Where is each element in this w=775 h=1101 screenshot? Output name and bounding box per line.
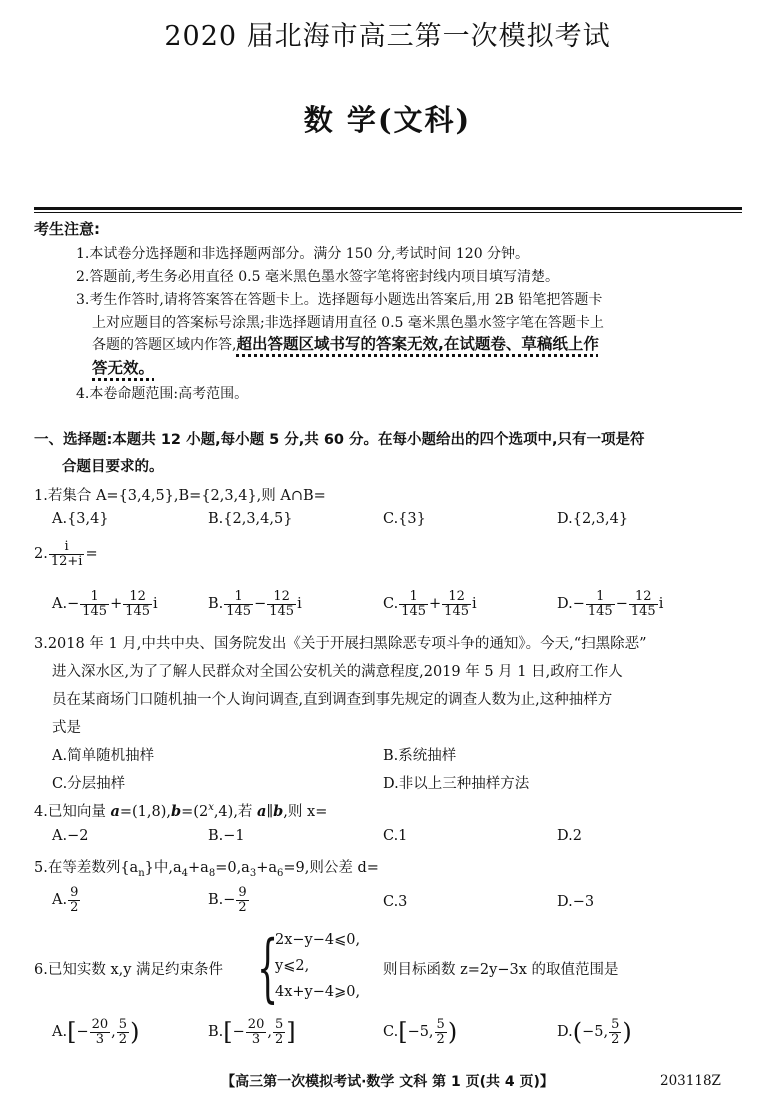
text: −5, (407, 1024, 434, 1041)
frac (224, 590, 253, 618)
bracket: ( (572, 1018, 583, 1047)
text: 4.已知向量 (34, 804, 111, 820)
q4-option-a: A.−2 (52, 828, 89, 844)
frac (117, 1018, 129, 1046)
q6-constraint-2: y⩽2, (275, 958, 310, 974)
vector-a: a (110, 803, 120, 820)
frac (80, 590, 109, 618)
subscript: n (138, 867, 145, 879)
den: 2 (274, 1031, 284, 1047)
q6-stem-tail: 则目标函数 z=2y−3x 的取值范围是 (383, 962, 619, 978)
den: 2 (70, 899, 79, 915)
opt-label: B.− (208, 892, 236, 909)
den: 3 (95, 1031, 105, 1047)
text: =(2 (181, 804, 209, 820)
q2-option-d (557, 590, 663, 618)
num: 20 (91, 1017, 109, 1032)
den: 145 (269, 603, 295, 619)
q1-option-b: B.{2,3,4,5} (208, 511, 293, 527)
exam-title: 2020 届北海市高三第一次模拟考试 (164, 21, 611, 52)
exponent: x (208, 802, 214, 814)
den: 145 (630, 603, 656, 619)
frac (68, 886, 80, 914)
comma: , (267, 1024, 272, 1041)
num: 5 (118, 1017, 128, 1032)
q3-option-b: B.系统抽样 (383, 748, 457, 764)
minus: − (76, 1024, 89, 1041)
q5-option-c: C.3 (383, 894, 408, 910)
q4-option-d: D.2 (557, 828, 582, 844)
q6-option-b (208, 1018, 296, 1046)
text: =0,a (215, 860, 250, 876)
text: 5.在等差数列{a (34, 860, 139, 876)
den: 2 (118, 1031, 128, 1047)
den: 2 (611, 1031, 620, 1047)
den: 145 (226, 603, 252, 619)
num: 9 (70, 885, 79, 900)
opt-label: A. (52, 1024, 68, 1041)
num: 12 (267, 590, 296, 605)
q3-stem-line-3: 员在某商场门口随机抽一个人询问调查,直到调查到事先规定的调查人数为止,这种抽样方 (52, 692, 613, 708)
num: 1 (224, 590, 253, 605)
notice-emphasis: 超出答题区域书写的答案无效,在试题卷、草稿纸上作 (236, 335, 599, 353)
q3-option-c: C.分层抽样 (52, 776, 126, 792)
notice-heading: 考生注意: (34, 220, 100, 238)
frac (90, 1018, 111, 1046)
q2-stem (34, 540, 98, 568)
num: 9 (238, 885, 247, 900)
paper-code: 203118Z (660, 1073, 721, 1089)
text: ,则 x= (283, 804, 328, 820)
num: 1 (399, 590, 428, 605)
opt-label: B. (208, 1024, 224, 1041)
q2-option-b (208, 590, 302, 618)
notice-line-6 (92, 356, 154, 378)
q2-denominator: 12+i (50, 553, 83, 569)
q6-option-c (383, 1018, 457, 1046)
notice-line-4: 上对应题目的答案标号涂黑;非选择题请用直径 0.5 毫米黑色墨水签字笔在答题卡上 (92, 315, 604, 331)
frac (273, 1018, 285, 1046)
q5-option-a (52, 886, 81, 914)
imag-unit: i (658, 596, 664, 613)
opt-label: D.− (557, 596, 585, 613)
den: 3 (251, 1031, 261, 1047)
opt-label: C. (383, 596, 399, 613)
subscript: 3 (249, 867, 257, 879)
q2-fraction (49, 540, 85, 568)
text: ,4),若 (213, 804, 258, 820)
bracket: [ (223, 1018, 233, 1047)
notice-line-5-plain: 各题的答题区域内作答, (92, 337, 237, 353)
q3-stem-line-4: 式是 (52, 720, 81, 736)
bracket: ) (622, 1018, 632, 1047)
imag-unit: i (472, 596, 477, 613)
num: 1 (80, 590, 109, 605)
op: + (110, 596, 123, 613)
frac (123, 590, 152, 618)
den: 145 (82, 603, 108, 619)
comma: , (111, 1024, 116, 1041)
frac (399, 590, 428, 618)
notice-emphasis-end: 答无效。 (92, 359, 155, 377)
op: − (254, 596, 267, 613)
opt-label: A.− (52, 596, 80, 613)
num: 5 (436, 1017, 445, 1032)
num: 5 (611, 1017, 620, 1032)
bracket: ] (286, 1018, 296, 1047)
subscript: 4 (181, 867, 189, 879)
frac (629, 590, 658, 618)
frac (586, 590, 615, 618)
frac (236, 886, 248, 914)
bracket: ) (447, 1018, 458, 1047)
q1-stem: 1.若集合 A={3,4,5},B={2,3,4},则 A∩B= (34, 488, 326, 504)
header-rule-thin (34, 212, 742, 213)
den: 145 (444, 603, 469, 619)
q3-stem-line-2: 进入深水区,为了了解人民群众对全国公安机关的满意程度,2019 年 5 月 1 日,政府工作人 (52, 664, 623, 680)
vector-a: a (257, 803, 267, 820)
vector-b: b (273, 803, 284, 820)
notice-line-7: 4.本卷命题范围:高考范围。 (76, 386, 249, 402)
num: 12 (442, 590, 471, 605)
section1-heading: 一、选择题:本题共 12 小题,每小题 5 分,共 60 分。在每小题给出的四个选项中,只有一项是符 (34, 432, 645, 448)
den: 145 (125, 603, 151, 619)
minus: − (232, 1024, 245, 1041)
q2-number: 2. (34, 546, 48, 563)
frac (435, 1018, 447, 1046)
opt-label: C. (383, 1024, 399, 1041)
q3-option-d: D.非以上三种抽样方法 (383, 776, 530, 792)
op: − (615, 596, 628, 613)
text: =(1,8), (119, 804, 171, 820)
frac (267, 590, 296, 618)
den: 145 (401, 603, 427, 619)
notice-line-1: 1.本试卷分选择题和非选择题两部分。满分 150 分,考试时间 120 分钟。 (76, 246, 530, 262)
text: +a (256, 860, 278, 876)
text: }中,a (144, 860, 182, 876)
opt-label: A. (52, 892, 68, 909)
den: 2 (238, 899, 247, 915)
num: 1 (586, 590, 615, 605)
parallel-symbol: ∥ (266, 804, 274, 820)
page-footer: 【高三第一次模拟考试·数学 文科 第 1 页(共 4 页)】 (221, 1074, 554, 1090)
q2-numerator: i (49, 540, 85, 555)
imag-unit: i (297, 596, 302, 613)
opt-label: B. (208, 596, 224, 613)
notice-line-5 (92, 332, 599, 354)
text: +a (188, 860, 209, 876)
frac (246, 1018, 267, 1046)
text: −5, (582, 1024, 609, 1041)
q2-option-c (383, 590, 477, 618)
op: + (429, 596, 442, 613)
q5-option-d: D.−3 (557, 894, 595, 910)
subscript: 6 (277, 867, 284, 879)
q2-option-a (52, 590, 158, 618)
notice-line-3: 3.考生作答时,请将答案答在答题卡上。选择题每小题选出答案后,用 2B 铅笔把答题卡 (76, 292, 603, 308)
vector-b: b (171, 803, 182, 820)
frac (609, 1018, 621, 1046)
q3-stem-line-1: 3.2018 年 1 月,中共中央、国务院发出《关于开展扫黑除恶专项斗争的通知》。今天,“扫黑除恶” (34, 636, 647, 652)
num: 5 (274, 1017, 284, 1032)
q6-system-brace: { (257, 925, 279, 1011)
bracket: [ (398, 1018, 408, 1047)
q6-option-a (52, 1018, 139, 1046)
opt-label: D. (557, 1024, 573, 1041)
q1-option-d: D.{2,3,4} (557, 511, 629, 527)
num: 20 (247, 1017, 265, 1032)
q4-option-b: B.−1 (208, 828, 245, 844)
subscript: 8 (208, 867, 216, 879)
bracket: [ (67, 1018, 77, 1047)
q1-option-c: C.{3} (383, 511, 426, 527)
q4-stem (34, 800, 327, 821)
header-rule-thick (34, 207, 742, 210)
den: 2 (436, 1031, 445, 1047)
q4-option-c: C.1 (383, 828, 408, 844)
q2-equals: = (85, 546, 98, 563)
imag-unit: i (153, 596, 158, 613)
q3-option-a: A.简单随机抽样 (52, 748, 155, 764)
num: 12 (123, 590, 152, 605)
q1-option-a: A.{3,4} (52, 511, 109, 527)
num: 12 (629, 590, 658, 605)
q6-stem: 6.已知实数 x,y 满足约束条件 (34, 962, 224, 978)
q5-stem (34, 856, 379, 879)
subject-title: 数 学(文科) (303, 103, 472, 137)
den: 145 (587, 603, 613, 619)
q6-option-d (557, 1018, 632, 1046)
text: =9,则公差 d= (283, 860, 379, 876)
q6-constraint-3: 4x+y−4⩾0, (275, 984, 361, 1000)
notice-line-2: 2.答题前,考生务必用直径 0.5 毫米黑色墨水签字笔将密封线内项目填写清楚。 (76, 269, 559, 285)
q5-option-b (208, 886, 250, 914)
frac (442, 590, 471, 618)
section1-heading-cont: 合题目要求的。 (62, 459, 164, 475)
bracket: ) (130, 1018, 140, 1047)
q6-constraint-1: 2x−y−4⩽0, (275, 932, 361, 948)
